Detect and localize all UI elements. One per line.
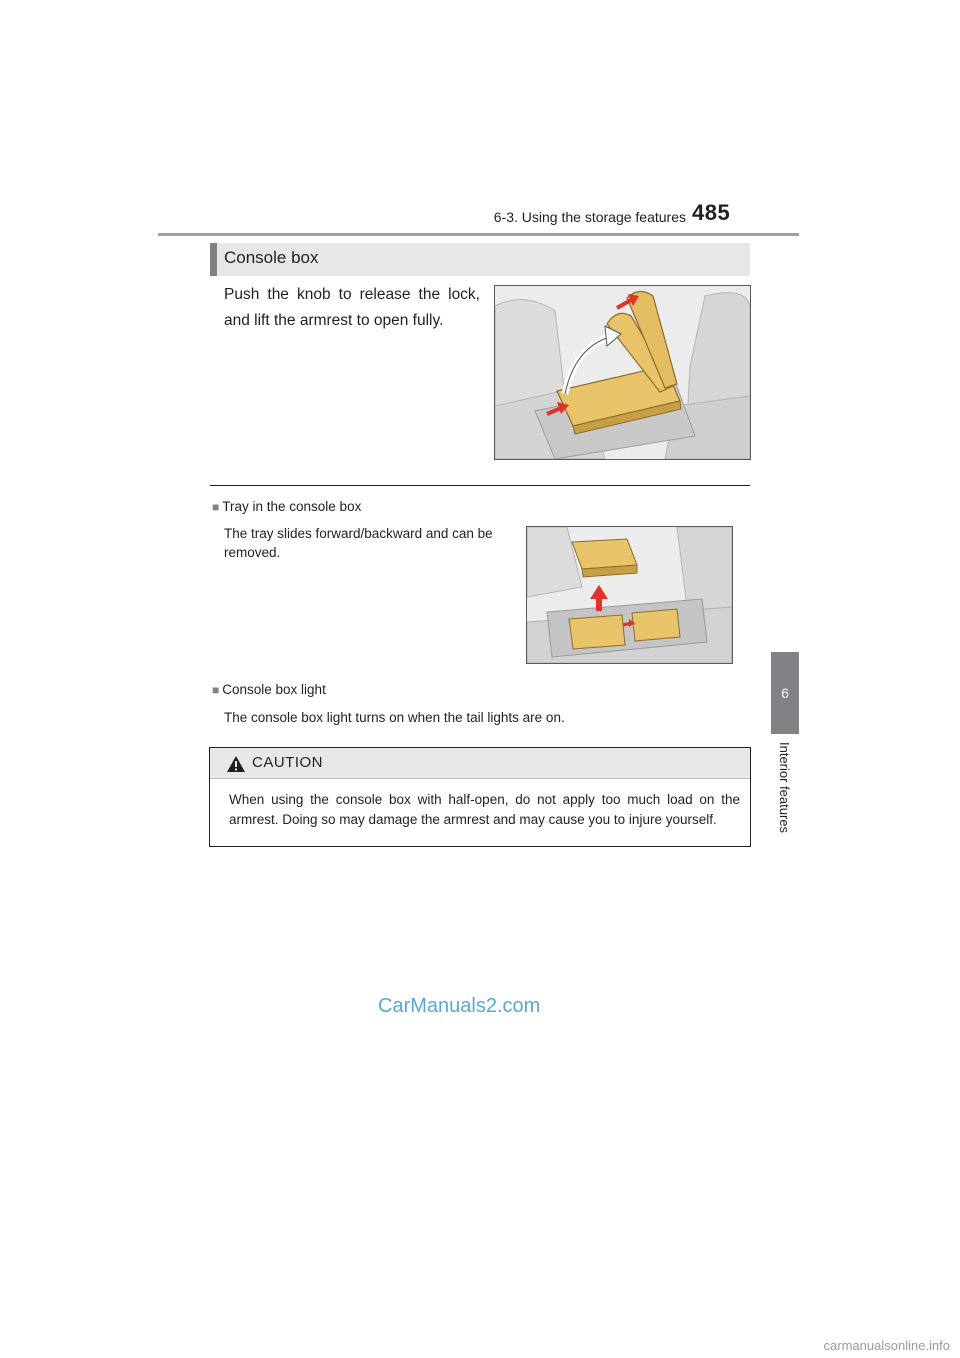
header-rule — [158, 233, 799, 236]
light-heading — [212, 682, 326, 697]
tray-illustration — [526, 526, 733, 664]
caution-text: When using the console box with half-open, do not apply too much load on the armrest. Doing so may damage the armrest and may cause you to injure yourself. — [229, 792, 740, 827]
tray-heading — [212, 499, 361, 514]
caution-label: CAUTION — [252, 754, 323, 771]
tray-drawing — [527, 527, 732, 663]
armrest-illustration — [494, 285, 751, 460]
light-description: The console box light turns on when the tail lights are on. — [224, 710, 565, 725]
light-heading-text: Console box light — [222, 682, 326, 697]
square-bullet-icon: ■ — [212, 683, 220, 697]
console-box-instruction: Push the knob to release the lock, and lift the armrest to open fully. — [224, 286, 480, 329]
section-title-bar — [210, 243, 750, 276]
chapter-title-vertical — [771, 742, 799, 852]
caution-box — [209, 747, 751, 847]
watermark-bottom: carmanualsonline.info — [823, 1338, 950, 1353]
warning-triangle-icon — [226, 755, 246, 773]
section-divider — [210, 485, 750, 486]
section-title-accent — [210, 243, 217, 276]
watermark-center: CarManuals2.com — [378, 995, 541, 1017]
tray-description: The tray slides forward/backward and can be removed. — [224, 526, 493, 560]
section-title: Console box — [224, 248, 319, 267]
armrest-drawing — [495, 286, 750, 459]
chapter-title: Interior features — [777, 742, 792, 834]
chapter-tab: 6 — [771, 652, 799, 734]
square-bullet-icon: ■ — [212, 500, 220, 514]
page-number: 485 — [692, 200, 731, 225]
section-header: 6-3. Using the storage features — [493, 209, 686, 225]
tray-heading-text: Tray in the console box — [222, 499, 362, 514]
caution-header — [210, 748, 750, 779]
